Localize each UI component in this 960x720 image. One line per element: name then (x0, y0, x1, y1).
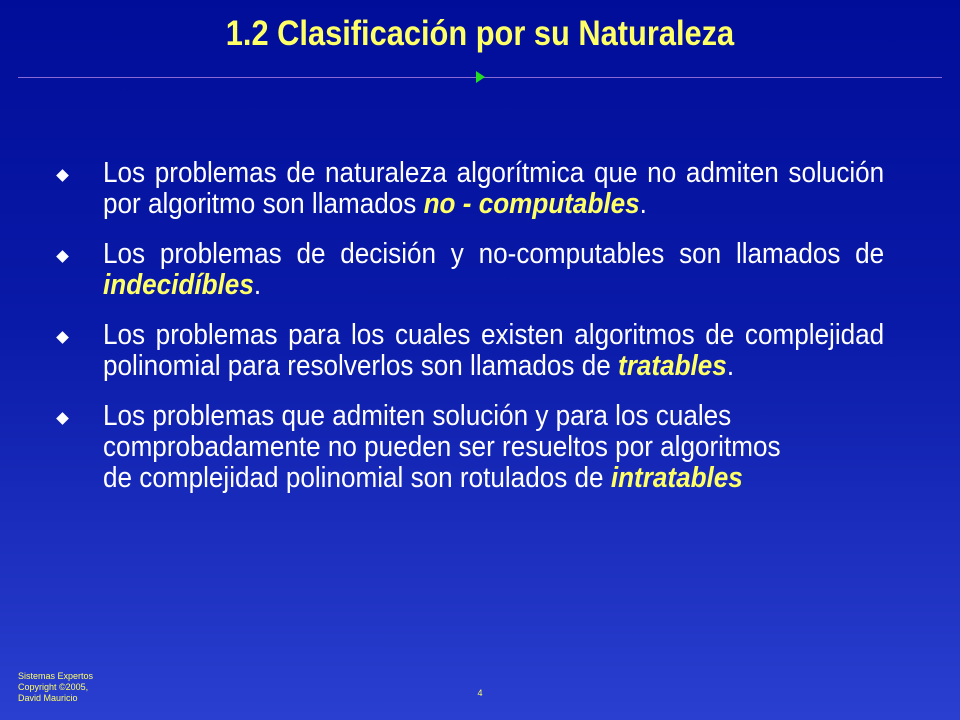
bullet-item-no-computables (52, 158, 920, 220)
bullet-text-end: . (639, 188, 647, 220)
diamond-bullet-icon (56, 331, 69, 344)
diamond-bullet-icon (56, 412, 69, 425)
page-number: 4 (477, 688, 483, 698)
footer-course: Sistemas Expertos (18, 671, 94, 681)
bullet-emphasis-term: tratables (618, 350, 727, 382)
bullet-line: Los problemas que admiten solución y para los cuales (103, 400, 732, 432)
bullet-text (103, 320, 884, 382)
footer-copyright: Copyright ©2005, (18, 682, 89, 692)
bullet-emphasis-term: indecidíbles (103, 269, 254, 301)
bullet-list (52, 158, 920, 513)
bullet-line: comprobadamente no pueden ser resueltos por algoritmos (103, 431, 781, 463)
bullet-text-end: . (253, 269, 262, 301)
bullet-emphasis-term: no - computables (423, 188, 640, 220)
diamond-bullet-icon (56, 169, 69, 182)
bullet-emphasis-term: intratables (610, 462, 743, 494)
bullet-text-end: . (726, 350, 735, 382)
footer-credit (18, 671, 158, 704)
bullet-text-body: Los problemas para los cuales existen algoritmos de complejidad polinomial para resolverlos son llamados de (103, 319, 885, 382)
diamond-bullet-icon (56, 250, 69, 263)
bullet-line: de complejidad polinomial son rotulados de (103, 462, 611, 494)
bullet-text (103, 158, 884, 220)
bullet-text (103, 401, 884, 494)
bullet-text-body: Los problemas de naturaleza algorítmica que no admiten solución por algoritmo son llamados (103, 157, 885, 220)
play-arrow-icon (476, 71, 485, 83)
bullet-item-indecidibles (52, 239, 920, 301)
slide-title: 1.2 Clasificación por su Naturaleza (225, 14, 735, 53)
footer-author: David Mauricio (18, 693, 78, 703)
bullet-text-body: Los problemas de decisión y no-computables son llamados de (103, 238, 885, 270)
bullet-item-tratables (52, 320, 920, 382)
bullet-item-intratables (52, 401, 920, 494)
bullet-text (103, 239, 884, 301)
